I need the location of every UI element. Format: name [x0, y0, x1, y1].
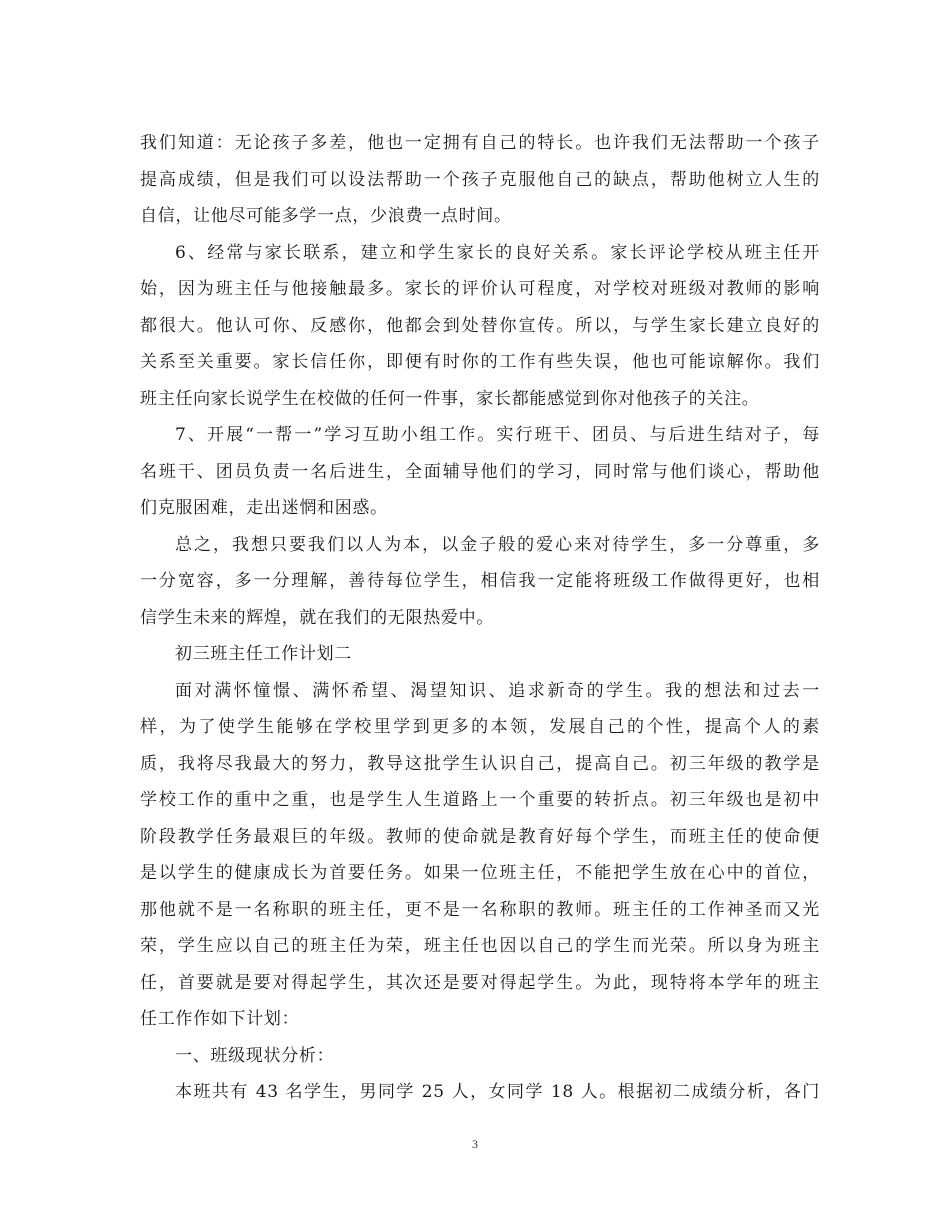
text-line: 是以学生的健康成长为首要任务。如果一位班主任，不能把学生放在心中的首位， [140, 863, 820, 883]
text-line: 荣，学生应以自己的班主任为荣，班主任也因以自己的学生而光荣。所以身为班主 [140, 936, 820, 956]
text-line: 任工作作如下计划： [140, 1009, 300, 1029]
text-line: 阶段教学任务最艰巨的年级。教师的使命就是教育好每个学生，而班主任的使命便 [140, 826, 820, 847]
text-line: 总之，我想只要我们以人为本，以金子般的爱心来对待学生，多一分尊重，多 [175, 534, 820, 555]
text-line: 7、开展“一帮一”学习互助小组工作。实行班干、团员、与后进生结对子，每 [175, 425, 820, 445]
text-line: 任，首要就是要对得起学生，其次还是要对得起学生。为此，现特将本学年的班主 [140, 972, 820, 993]
page-number: 3 [472, 1137, 478, 1151]
text-line: 提高成绩，但是我们可以设法帮助一个孩子克服他自己的缺点，帮助他树立人生的 [140, 169, 820, 190]
text-line: 都很大。他认可你、反感你，他都会到处替你宣传。所以，与学生家长建立良好的 [140, 315, 820, 336]
text-line: 班主任向家长说学生在校做的任何一件事，家长都能感觉到你对他孩子的关注。 [140, 388, 760, 409]
text-line: 质，我将尽我最大的努力，教导这批学生认识自己，提高自己。初三年级的教学是 [140, 753, 820, 774]
text-line: 样，为了使学生能够在学校里学到更多的本领，发展自己的个性，提高个人的素 [140, 717, 820, 737]
text-line: 名班干、团员负责一名后进生，全面辅导他们的学习，同时常与他们谈心，帮助他 [140, 461, 820, 482]
text-line: 们克服困难，走出迷惘和困惑。 [140, 498, 388, 518]
text-line: 一、班级现状分析： [175, 1045, 335, 1066]
text-line: 学校工作的重中之重，也是学生人生道路上一个重要的转折点。初三年级也是初中 [140, 790, 820, 810]
text-line: 本班共有 43 名学生，男同学 25 人，女同学 18 人。根据初二成绩分析，各门 [175, 1082, 820, 1102]
body-text [140, 125, 820, 1111]
text-line: 面对满怀憧憬、满怀希望、渴望知识、追求新奇的学生。我的想法和过去一 [175, 680, 820, 701]
text-line: 6、经常与家长联系，建立和学生家长的良好关系。家长评论学校从班主任开 [175, 242, 820, 263]
text-line: 我们知道：无论孩子多差，他也一定拥有自己的特长。也许我们无法帮助一个孩子 [140, 133, 820, 153]
text-line: 一分宽容，多一分理解，善待每位学生，相信我一定能将班级工作做得更好，也相 [140, 571, 820, 591]
text-line: 初三班主任工作计划二 [175, 644, 352, 664]
text-line: 关系至关重要。家长信任你，即便有时你的工作有些失误，他也可能谅解你。我们 [140, 352, 820, 372]
text-line: 始，因为班主任与他接触最多。家长的评价认可程度，对学校对班级对教师的影响 [140, 279, 820, 299]
text-line: 信学生未来的辉煌，就在我们的无限热爱中。 [140, 607, 494, 628]
text-line: 自信，让他尽可能多学一点，少浪费一点时间。 [140, 206, 512, 226]
text-line: 那他就不是一名称职的班主任，更不是一名称职的教师。班主任的工作神圣而又光 [140, 899, 820, 920]
